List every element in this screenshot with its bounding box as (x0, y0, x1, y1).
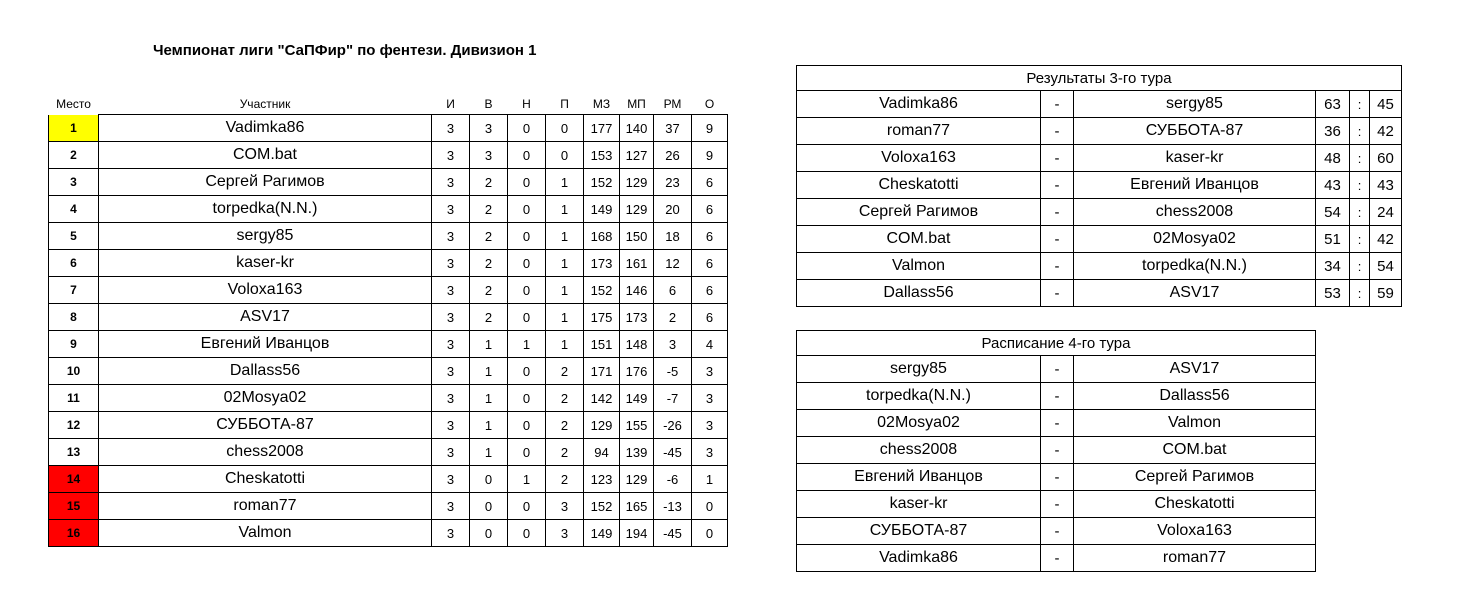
page-title: Чемпионат лиги "СаПФир" по фентези. Дивизион 1 (153, 42, 537, 59)
scored-cell: 149 (584, 196, 620, 223)
standings-row (49, 520, 728, 547)
losses-cell: 1 (546, 223, 584, 250)
home-team: Сергей Рагимов (797, 199, 1041, 226)
participant-cell: Valmon (99, 520, 432, 547)
points-cell: 6 (692, 250, 728, 277)
place-cell: 16 (49, 520, 99, 547)
schedule-row (797, 464, 1316, 491)
home-team: COM.bat (797, 226, 1041, 253)
standings-row (49, 493, 728, 520)
schedule-row (797, 545, 1316, 572)
home-score: 53 (1316, 280, 1350, 307)
draws-cell: 0 (508, 142, 546, 169)
dash-separator: - (1041, 491, 1074, 518)
participant-cell: Сергей Рагимов (99, 169, 432, 196)
wins-cell: 2 (470, 277, 508, 304)
difference-cell: -45 (654, 520, 692, 547)
away-score: 42 (1370, 226, 1402, 253)
wins-cell: 0 (470, 466, 508, 493)
participant-cell: Dallass56 (99, 358, 432, 385)
away-team: Dallass56 (1074, 383, 1316, 410)
points-cell: 6 (692, 196, 728, 223)
home-team: sergy85 (797, 356, 1041, 383)
wins-cell: 1 (470, 412, 508, 439)
difference-cell: 20 (654, 196, 692, 223)
header-games: И (446, 97, 455, 111)
home-team: Dallass56 (797, 280, 1041, 307)
standings-header-row (49, 94, 728, 115)
place-cell: 13 (49, 439, 99, 466)
difference-cell: 23 (654, 169, 692, 196)
away-team: ASV17 (1074, 280, 1316, 307)
conceded-cell: 127 (620, 142, 654, 169)
participant-cell: СУББОТА-87 (99, 412, 432, 439)
wins-cell: 2 (470, 223, 508, 250)
place-cell: 14 (49, 466, 99, 493)
header-place: Место (56, 97, 91, 112)
home-team: Vadimka86 (797, 545, 1041, 572)
result-row (797, 199, 1402, 226)
header-wins: В (484, 97, 493, 111)
losses-cell: 3 (546, 493, 584, 520)
dash-separator: - (1041, 518, 1074, 545)
away-score: 24 (1370, 199, 1402, 226)
points-cell: 4 (692, 331, 728, 358)
place-cell: 1 (49, 115, 99, 142)
points-cell: 9 (692, 142, 728, 169)
games-cell: 3 (432, 358, 470, 385)
conceded-cell: 139 (620, 439, 654, 466)
games-cell: 3 (432, 520, 470, 547)
wins-cell: 0 (470, 520, 508, 547)
losses-cell: 2 (546, 466, 584, 493)
results-table (796, 65, 1402, 307)
conceded-cell: 176 (620, 358, 654, 385)
colon-separator: : (1350, 199, 1370, 226)
scored-cell: 129 (584, 412, 620, 439)
losses-cell: 2 (546, 358, 584, 385)
away-team: torpedka(N.N.) (1074, 253, 1316, 280)
participant-cell: sergy85 (99, 223, 432, 250)
result-row (797, 145, 1402, 172)
wins-cell: 1 (470, 358, 508, 385)
home-score: 54 (1316, 199, 1350, 226)
header-losses: П (560, 97, 569, 111)
standings-row (49, 412, 728, 439)
scored-cell: 123 (584, 466, 620, 493)
draws-cell: 0 (508, 439, 546, 466)
away-team: Сергей Рагимов (1074, 464, 1316, 491)
standings-row (49, 304, 728, 331)
points-cell: 6 (692, 304, 728, 331)
dash-separator: - (1041, 437, 1074, 464)
home-team: Vadimka86 (797, 91, 1041, 118)
wins-cell: 3 (470, 115, 508, 142)
scored-cell: 177 (584, 115, 620, 142)
away-team: ASV17 (1074, 356, 1316, 383)
place-cell: 10 (49, 358, 99, 385)
games-cell: 3 (432, 169, 470, 196)
scored-cell: 168 (584, 223, 620, 250)
points-cell: 1 (692, 466, 728, 493)
home-team: kaser-kr (797, 491, 1041, 518)
dash-separator: - (1041, 118, 1074, 145)
difference-cell: 3 (654, 331, 692, 358)
colon-separator: : (1350, 253, 1370, 280)
standings-row (49, 196, 728, 223)
wins-cell: 2 (470, 250, 508, 277)
difference-cell: -6 (654, 466, 692, 493)
dash-separator: - (1041, 280, 1074, 307)
participant-cell: roman77 (99, 493, 432, 520)
draws-cell: 0 (508, 493, 546, 520)
games-cell: 3 (432, 439, 470, 466)
result-row (797, 280, 1402, 307)
standings-row (49, 223, 728, 250)
draws-cell: 0 (508, 196, 546, 223)
draws-cell: 0 (508, 115, 546, 142)
conceded-cell: 129 (620, 169, 654, 196)
schedule-row (797, 437, 1316, 464)
home-score: 51 (1316, 226, 1350, 253)
away-score: 43 (1370, 172, 1402, 199)
draws-cell: 0 (508, 169, 546, 196)
scored-cell: 142 (584, 385, 620, 412)
home-team: 02Mosya02 (797, 410, 1041, 437)
schedule-row (797, 383, 1316, 410)
home-team: roman77 (797, 118, 1041, 145)
conceded-cell: 150 (620, 223, 654, 250)
games-cell: 3 (432, 412, 470, 439)
standings-row (49, 169, 728, 196)
difference-cell: 37 (654, 115, 692, 142)
header-conceded: МП (627, 97, 646, 111)
place-cell: 15 (49, 493, 99, 520)
participant-cell: chess2008 (99, 439, 432, 466)
conceded-cell: 129 (620, 196, 654, 223)
points-cell: 3 (692, 358, 728, 385)
header-draws: Н (522, 97, 531, 111)
place-cell: 12 (49, 412, 99, 439)
scored-cell: 171 (584, 358, 620, 385)
points-cell: 0 (692, 520, 728, 547)
dash-separator: - (1041, 545, 1074, 572)
conceded-cell: 173 (620, 304, 654, 331)
games-cell: 3 (432, 304, 470, 331)
standings-row (49, 466, 728, 493)
points-cell: 9 (692, 115, 728, 142)
place-cell: 5 (49, 223, 99, 250)
conceded-cell: 129 (620, 466, 654, 493)
difference-cell: 18 (654, 223, 692, 250)
standings-row (49, 439, 728, 466)
difference-cell: -5 (654, 358, 692, 385)
scored-cell: 153 (584, 142, 620, 169)
participant-cell: COM.bat (99, 142, 432, 169)
conceded-cell: 194 (620, 520, 654, 547)
games-cell: 3 (432, 250, 470, 277)
wins-cell: 2 (470, 169, 508, 196)
scored-cell: 152 (584, 493, 620, 520)
dash-separator: - (1041, 226, 1074, 253)
draws-cell: 0 (508, 520, 546, 547)
scored-cell: 173 (584, 250, 620, 277)
dash-separator: - (1041, 199, 1074, 226)
scored-cell: 175 (584, 304, 620, 331)
wins-cell: 0 (470, 493, 508, 520)
standings-row (49, 385, 728, 412)
points-cell: 3 (692, 385, 728, 412)
losses-cell: 2 (546, 385, 584, 412)
losses-cell: 2 (546, 439, 584, 466)
games-cell: 3 (432, 115, 470, 142)
losses-cell: 0 (546, 142, 584, 169)
dash-separator: - (1041, 172, 1074, 199)
home-score: 48 (1316, 145, 1350, 172)
header-difference: РМ (663, 97, 682, 111)
result-row (797, 253, 1402, 280)
points-cell: 6 (692, 223, 728, 250)
colon-separator: : (1350, 172, 1370, 199)
games-cell: 3 (432, 331, 470, 358)
draws-cell: 0 (508, 358, 546, 385)
away-score: 59 (1370, 280, 1402, 307)
header-scored: МЗ (592, 97, 611, 111)
scored-cell: 151 (584, 331, 620, 358)
games-cell: 3 (432, 493, 470, 520)
scored-cell: 152 (584, 169, 620, 196)
schedule-row (797, 491, 1316, 518)
home-team: Cheskatotti (797, 172, 1041, 199)
place-cell: 8 (49, 304, 99, 331)
conceded-cell: 140 (620, 115, 654, 142)
home-score: 34 (1316, 253, 1350, 280)
participant-cell: kaser-kr (99, 250, 432, 277)
points-cell: 0 (692, 493, 728, 520)
conceded-cell: 155 (620, 412, 654, 439)
colon-separator: : (1350, 226, 1370, 253)
standings-row (49, 115, 728, 142)
away-team: COM.bat (1074, 437, 1316, 464)
points-cell: 3 (692, 439, 728, 466)
points-cell: 6 (692, 277, 728, 304)
dash-separator: - (1041, 464, 1074, 491)
scored-cell: 152 (584, 277, 620, 304)
conceded-cell: 149 (620, 385, 654, 412)
home-team: СУББОТА-87 (797, 518, 1041, 545)
scored-cell: 94 (584, 439, 620, 466)
standings-table (48, 94, 728, 547)
schedule-row (797, 356, 1316, 383)
away-team: СУББОТА-87 (1074, 118, 1316, 145)
header-points: О (704, 97, 715, 111)
result-row (797, 226, 1402, 253)
result-row (797, 118, 1402, 145)
dash-separator: - (1041, 410, 1074, 437)
losses-cell: 1 (546, 304, 584, 331)
away-team: Cheskatotti (1074, 491, 1316, 518)
scored-cell: 149 (584, 520, 620, 547)
away-score: 42 (1370, 118, 1402, 145)
difference-cell: 12 (654, 250, 692, 277)
dash-separator: - (1041, 253, 1074, 280)
home-score: 63 (1316, 91, 1350, 118)
home-team: torpedka(N.N.) (797, 383, 1041, 410)
draws-cell: 0 (508, 223, 546, 250)
away-team: kaser-kr (1074, 145, 1316, 172)
place-cell: 11 (49, 385, 99, 412)
difference-cell: 26 (654, 142, 692, 169)
conceded-cell: 161 (620, 250, 654, 277)
away-score: 54 (1370, 253, 1402, 280)
participant-cell: Vadimka86 (99, 115, 432, 142)
draws-cell: 1 (508, 466, 546, 493)
dash-separator: - (1041, 91, 1074, 118)
losses-cell: 1 (546, 331, 584, 358)
place-cell: 7 (49, 277, 99, 304)
standings-row (49, 142, 728, 169)
losses-cell: 1 (546, 250, 584, 277)
draws-cell: 0 (508, 304, 546, 331)
away-team: chess2008 (1074, 199, 1316, 226)
games-cell: 3 (432, 223, 470, 250)
place-cell: 9 (49, 331, 99, 358)
dash-separator: - (1041, 356, 1074, 383)
difference-cell: -7 (654, 385, 692, 412)
wins-cell: 1 (470, 331, 508, 358)
standings-row (49, 358, 728, 385)
losses-cell: 3 (546, 520, 584, 547)
schedule-table (796, 330, 1316, 572)
losses-cell: 1 (546, 277, 584, 304)
away-team: Евгений Иванцов (1074, 172, 1316, 199)
losses-cell: 0 (546, 115, 584, 142)
points-cell: 6 (692, 169, 728, 196)
colon-separator: : (1350, 145, 1370, 172)
standings-row (49, 331, 728, 358)
conceded-cell: 146 (620, 277, 654, 304)
schedule-row (797, 518, 1316, 545)
away-score: 60 (1370, 145, 1402, 172)
conceded-cell: 165 (620, 493, 654, 520)
games-cell: 3 (432, 385, 470, 412)
standings-row (49, 277, 728, 304)
participant-cell: torpedka(N.N.) (99, 196, 432, 223)
place-cell: 4 (49, 196, 99, 223)
wins-cell: 2 (470, 196, 508, 223)
home-team: Voloxa163 (797, 145, 1041, 172)
away-team: 02Mosya02 (1074, 226, 1316, 253)
conceded-cell: 148 (620, 331, 654, 358)
colon-separator: : (1350, 118, 1370, 145)
difference-cell: 2 (654, 304, 692, 331)
draws-cell: 1 (508, 331, 546, 358)
wins-cell: 1 (470, 385, 508, 412)
participant-cell: Cheskatotti (99, 466, 432, 493)
result-row (797, 91, 1402, 118)
away-team: Valmon (1074, 410, 1316, 437)
wins-cell: 3 (470, 142, 508, 169)
draws-cell: 0 (508, 250, 546, 277)
schedule-caption: Расписание 4-го тура (797, 331, 1316, 356)
schedule-row (797, 410, 1316, 437)
games-cell: 3 (432, 142, 470, 169)
place-cell: 2 (49, 142, 99, 169)
colon-separator: : (1350, 280, 1370, 307)
header-participant: Участник (239, 97, 291, 111)
away-team: roman77 (1074, 545, 1316, 572)
games-cell: 3 (432, 196, 470, 223)
wins-cell: 2 (470, 304, 508, 331)
draws-cell: 0 (508, 277, 546, 304)
wins-cell: 1 (470, 439, 508, 466)
colon-separator: : (1350, 91, 1370, 118)
home-score: 36 (1316, 118, 1350, 145)
games-cell: 3 (432, 277, 470, 304)
away-team: Voloxa163 (1074, 518, 1316, 545)
points-cell: 3 (692, 412, 728, 439)
participant-cell: ASV17 (99, 304, 432, 331)
home-team: chess2008 (797, 437, 1041, 464)
home-team: Евгений Иванцов (797, 464, 1041, 491)
participant-cell: Voloxa163 (99, 277, 432, 304)
losses-cell: 1 (546, 169, 584, 196)
dash-separator: - (1041, 383, 1074, 410)
result-row (797, 172, 1402, 199)
standings-row (49, 250, 728, 277)
place-cell: 6 (49, 250, 99, 277)
losses-cell: 2 (546, 412, 584, 439)
difference-cell: -13 (654, 493, 692, 520)
away-team: sergy85 (1074, 91, 1316, 118)
home-score: 43 (1316, 172, 1350, 199)
losses-cell: 1 (546, 196, 584, 223)
draws-cell: 0 (508, 385, 546, 412)
draws-cell: 0 (508, 412, 546, 439)
away-score: 45 (1370, 91, 1402, 118)
participant-cell: 02Mosya02 (99, 385, 432, 412)
difference-cell: 6 (654, 277, 692, 304)
games-cell: 3 (432, 466, 470, 493)
participant-cell: Евгений Иванцов (99, 331, 432, 358)
place-cell: 3 (49, 169, 99, 196)
difference-cell: -45 (654, 439, 692, 466)
difference-cell: -26 (654, 412, 692, 439)
home-team: Valmon (797, 253, 1041, 280)
dash-separator: - (1041, 145, 1074, 172)
results-caption: Результаты 3-го тура (797, 66, 1402, 91)
